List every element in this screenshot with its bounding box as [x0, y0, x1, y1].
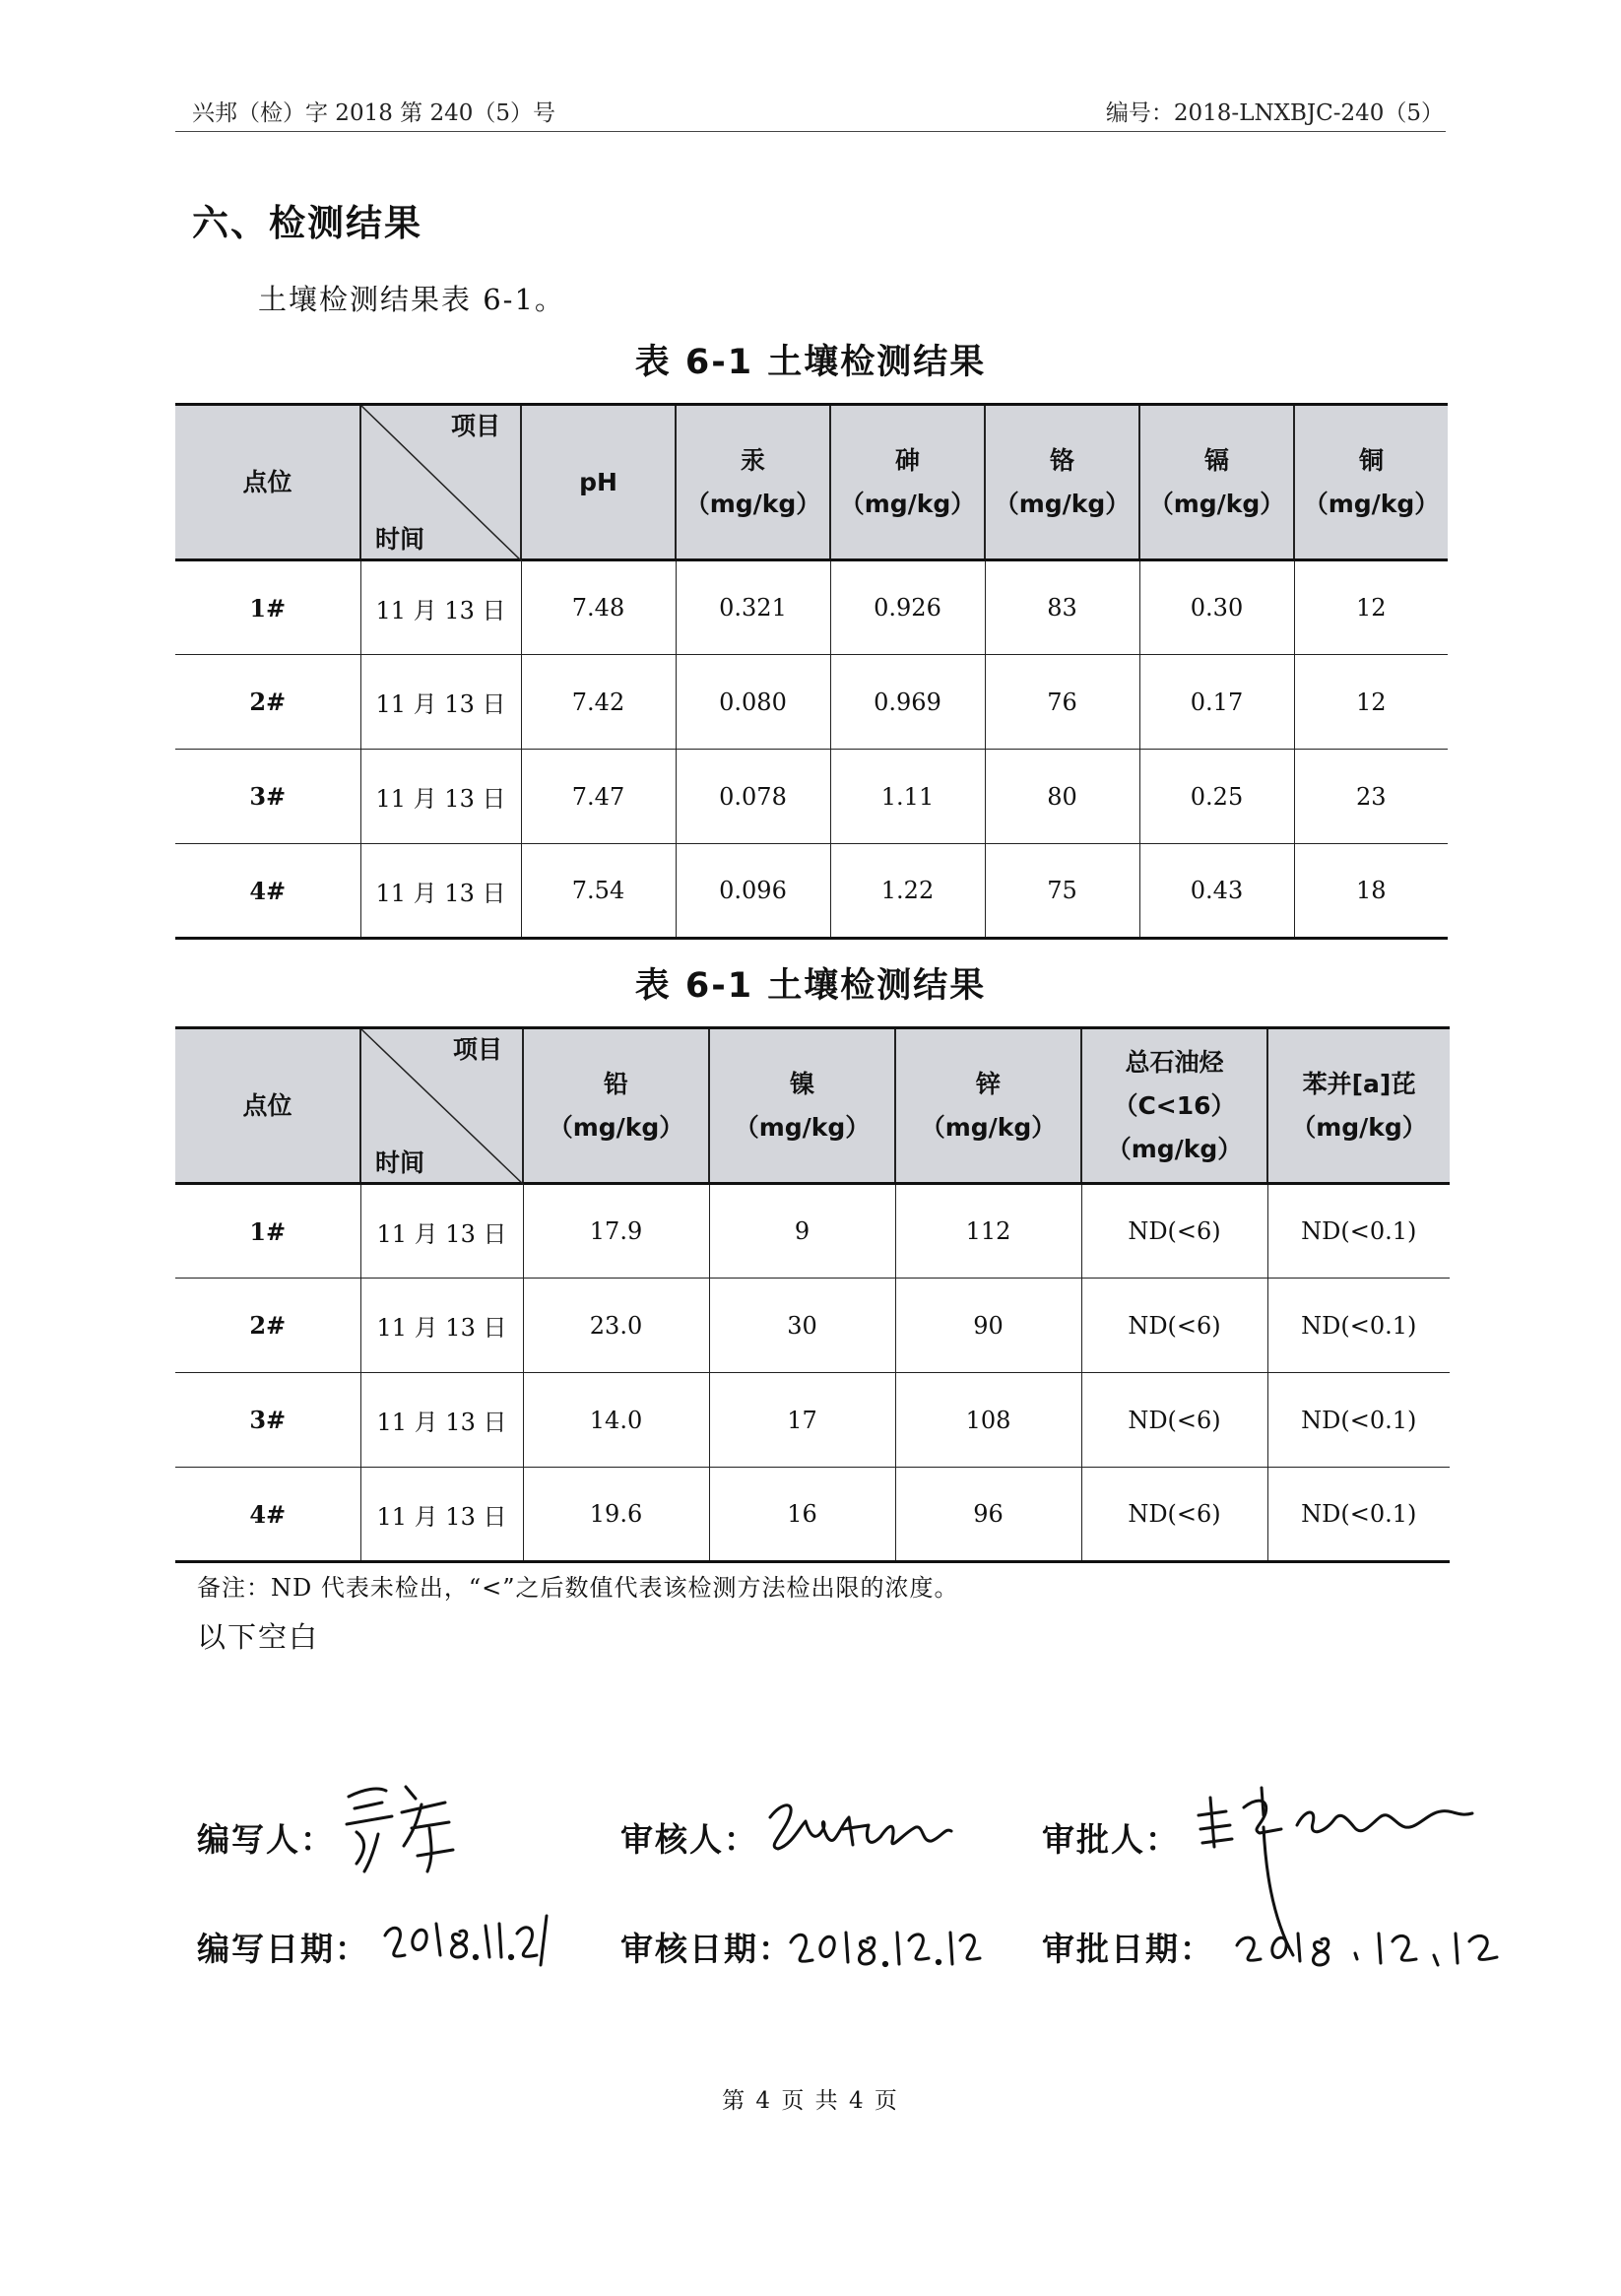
value-cell: 0.078: [676, 750, 830, 844]
value-cell: ND(<0.1): [1267, 1279, 1450, 1373]
col-header: [830, 405, 985, 560]
item-label: 项目: [450, 412, 500, 440]
col-name: 铅: [603, 1069, 628, 1098]
value-cell: ND(<6): [1081, 1184, 1267, 1279]
value-cell: 1.11: [830, 750, 985, 844]
col-name: 铬: [1049, 445, 1074, 475]
col-unit: （mg/kg）: [1148, 489, 1285, 518]
value-cell: 0.096: [676, 844, 830, 939]
date-cell: 11 月 13 日: [360, 1468, 523, 1562]
col-header: [895, 1028, 1081, 1184]
value-cell: 23: [1294, 750, 1448, 844]
approve-date-label: 审批日期：: [1042, 1930, 1214, 1968]
point-cell: 4#: [175, 844, 360, 939]
value-cell: ND(<0.1): [1267, 1468, 1450, 1562]
point-cell: 1#: [175, 1184, 360, 1279]
value-cell: 9: [709, 1184, 895, 1279]
value-cell: 0.30: [1139, 560, 1294, 655]
col-name: 总石油烃: [1125, 1047, 1224, 1077]
value-cell: ND(<0.1): [1267, 1373, 1450, 1468]
value-cell: 80: [985, 750, 1139, 844]
writer-label: 编写人：: [197, 1820, 335, 1859]
time-label: 时间: [375, 525, 425, 554]
value-cell: 0.25: [1139, 750, 1294, 844]
item-time-header: [360, 1028, 523, 1184]
table2-caption: 表 6-1 土壤检测结果: [634, 966, 987, 1006]
table-row: [175, 560, 1448, 655]
col-unit: （mg/kg）: [839, 489, 976, 518]
review-date-label: 审核日期：: [620, 1930, 793, 1968]
value-cell: 112: [895, 1184, 1081, 1279]
col-name: 汞: [740, 445, 765, 475]
col-header: [521, 405, 676, 560]
document-code: 编号：2018-LNXBJC-240（5）: [1105, 100, 1444, 126]
col-unit: （mg/kg）: [548, 1112, 684, 1142]
value-cell: 19.6: [523, 1468, 709, 1562]
col-header: [1081, 1028, 1267, 1184]
section-title: 六、检测结果: [192, 202, 422, 244]
value-cell: 18: [1294, 844, 1448, 939]
write-date-handwritten: [379, 1896, 556, 1975]
table-row: [175, 844, 1448, 939]
value-cell: 12: [1294, 655, 1448, 750]
point-header: 点位: [175, 405, 360, 560]
reviewer-label: 审核人：: [620, 1820, 758, 1859]
col-unit: （mg/kg）: [684, 489, 821, 518]
col-unit: （mg/kg）: [1106, 1134, 1243, 1163]
item-time-header: [360, 405, 521, 560]
point-cell: 4#: [175, 1468, 360, 1562]
col-unit: （mg/kg）: [1291, 1112, 1427, 1142]
soil-results-table-2: [175, 1026, 1450, 1563]
value-cell: 0.17: [1139, 655, 1294, 750]
value-cell: 16: [709, 1468, 895, 1562]
value-cell: 0.43: [1139, 844, 1294, 939]
value-cell: 7.48: [521, 560, 676, 655]
value-cell: 0.080: [676, 655, 830, 750]
col-header: [709, 1028, 895, 1184]
point-cell: 3#: [175, 750, 360, 844]
date-cell: 11 月 13 日: [360, 750, 521, 844]
value-cell: 7.54: [521, 844, 676, 939]
table-row: [175, 655, 1448, 750]
col-unit: （mg/kg）: [994, 489, 1131, 518]
col-header: [676, 405, 830, 560]
col-header: [1267, 1028, 1450, 1184]
col-header: [985, 405, 1139, 560]
value-cell: ND(<6): [1081, 1468, 1267, 1562]
value-cell: 83: [985, 560, 1139, 655]
approve-date-handwritten: [1231, 1916, 1512, 1975]
col-header: [523, 1028, 709, 1184]
value-cell: 1.22: [830, 844, 985, 939]
point-cell: 2#: [175, 1279, 360, 1373]
value-cell: 30: [709, 1279, 895, 1373]
value-cell: 7.42: [521, 655, 676, 750]
intro-text: 土壤检测结果表 6-1。: [258, 283, 565, 316]
point-header: 点位: [175, 1028, 360, 1184]
date-cell: 11 月 13 日: [360, 1279, 523, 1373]
col-unit: （mg/kg）: [920, 1112, 1057, 1142]
col-sub: （C<16）: [1113, 1090, 1236, 1120]
point-cell: 2#: [175, 655, 360, 750]
point-cell: 1#: [175, 560, 360, 655]
value-cell: 17: [709, 1373, 895, 1468]
value-cell: ND(<6): [1081, 1279, 1267, 1373]
value-cell: 17.9: [523, 1184, 709, 1279]
table-row: [175, 1468, 1450, 1562]
reviewer-signature: [758, 1788, 965, 1867]
table-row: [175, 1184, 1450, 1279]
date-cell: 11 月 13 日: [360, 560, 521, 655]
value-cell: 96: [895, 1468, 1081, 1562]
table-row: [175, 750, 1448, 844]
date-cell: 11 月 13 日: [360, 1184, 523, 1279]
col-header: [1294, 405, 1448, 560]
col-name: 苯并[a]芘: [1302, 1069, 1416, 1098]
soil-results-table-1: [175, 403, 1448, 940]
value-cell: 76: [985, 655, 1139, 750]
value-cell: 12: [1294, 560, 1448, 655]
point-cell: 3#: [175, 1373, 360, 1468]
table1-caption: 表 6-1 土壤检测结果: [634, 343, 987, 382]
date-cell: 11 月 13 日: [360, 1373, 523, 1468]
report-number: 兴邦（检）字 2018 第 240（5）号: [192, 100, 555, 126]
review-date-handwritten: [783, 1911, 990, 1980]
blank-below-text: 以下空白: [197, 1620, 320, 1654]
col-name: 铜: [1358, 445, 1384, 475]
col-name: 镉: [1203, 445, 1229, 475]
value-cell: 14.0: [523, 1373, 709, 1468]
col-unit: （mg/kg）: [734, 1112, 871, 1142]
date-cell: 11 月 13 日: [360, 655, 521, 750]
value-cell: 7.47: [521, 750, 676, 844]
approver-label: 审批人：: [1042, 1820, 1180, 1859]
col-header: [1139, 405, 1294, 560]
value-cell: 0.321: [676, 560, 830, 655]
value-cell: 23.0: [523, 1279, 709, 1373]
col-name: 锌: [975, 1069, 1001, 1098]
date-cell: 11 月 13 日: [360, 844, 521, 939]
table-row: [175, 1373, 1450, 1468]
header-rule: [175, 131, 1446, 132]
table-note: 备注：ND 代表未检出，“<”之后数值代表该检测方法检出限的浓度。: [197, 1574, 959, 1602]
writer-signature: [335, 1773, 463, 1881]
value-cell: 0.969: [830, 655, 985, 750]
value-cell: 108: [895, 1373, 1081, 1468]
col-name: 砷: [894, 445, 920, 475]
value-cell: 75: [985, 844, 1139, 939]
time-label: 时间: [375, 1148, 425, 1177]
page-footer: 第 4 页 共 4 页: [722, 2088, 899, 2114]
col-name: 镍: [789, 1069, 814, 1098]
item-label: 项目: [452, 1035, 502, 1064]
col-name: pH: [579, 467, 617, 496]
write-date-label: 编写日期：: [197, 1930, 369, 1968]
value-cell: ND(<6): [1081, 1373, 1267, 1468]
value-cell: 90: [895, 1279, 1081, 1373]
value-cell: 0.926: [830, 560, 985, 655]
table-row: [175, 1279, 1450, 1373]
value-cell: ND(<0.1): [1267, 1184, 1450, 1279]
col-unit: （mg/kg）: [1303, 489, 1440, 518]
